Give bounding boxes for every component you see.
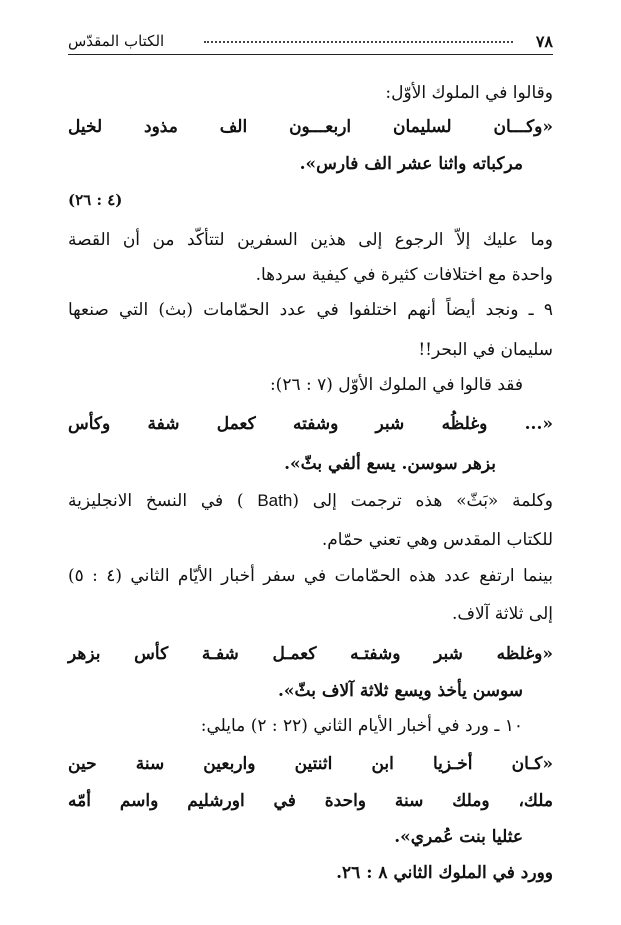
header-dot-leader: [204, 41, 513, 43]
verse-reference: (٤ : ٢٦): [68, 191, 123, 209]
quote-line: «وكـــان لسليمان اربعـــون الف مذود لخيل: [68, 117, 553, 137]
running-header: [68, 28, 553, 55]
quote-line: ملك، وملك سنة واحدة في اورشليم واسم أمّه: [68, 791, 553, 811]
page-number: ٧٨: [535, 32, 553, 51]
quote-line: «كـان أخـزيا ابن اثنتين واربعين سنة حين: [68, 754, 553, 774]
quote-line: سوسن يأخذ ويسع ثلاثة آلاف بثّ».: [277, 681, 523, 701]
text-segment: ) في النسخ الانجليزية: [68, 491, 258, 511]
text-line: [68, 488, 553, 514]
text-line: وورد في الملوك الثاني ٨ : ٢٦.: [336, 863, 553, 883]
text-line: إلى ثلاثة آلاف.: [451, 604, 553, 624]
text-line: سليمان في البحر!!: [418, 340, 553, 360]
quote-line: مركباته واثنا عشر الف فارس».: [299, 154, 523, 174]
text-line: ٩ ـ ونجد أيضاً أنهم اختلفوا في عدد الحمّامات (بث) التي صنعها: [68, 300, 553, 320]
quote-line: «... وغلظُه شبر وشفته كعمل شفة وكأس: [68, 414, 553, 434]
english-term: Bath: [257, 491, 293, 510]
text-line: وما عليك إلاّ الرجوع إلى هذين السفرين لتتأكّد من أن القصة: [68, 230, 553, 250]
text-line: ١٠ ـ ورد في أخبار الأيام الثاني (٢٢ : ٢) مايلي:: [200, 716, 523, 736]
text-line: واحدة مع اختلافات كثيرة في كيفية سردها.: [255, 265, 553, 285]
text-line: وقالوا في الملوك الأوّل:: [385, 83, 553, 103]
text-segment: وكلمة «بَثّ» هذه ترجمت إلى (: [292, 491, 553, 511]
text-line: فقد قالوا في الملوك الأوّل (٧ : ٢٦):: [269, 375, 523, 395]
text-line: بينما ارتفع عدد هذه الحمّامات في سفر أخبار الأيّام الثاني (٤ : ٥): [68, 566, 554, 586]
text-line: للكتاب المقدس وهي تعني حمّام.: [321, 530, 553, 550]
quote-line: «وغلظه شبر وشفتـه كعمـل شفـة كأس بزهر: [68, 644, 553, 664]
book-title: الكتاب المقدّس: [68, 32, 165, 50]
quote-line: عثليا بنت عُمري».: [394, 827, 523, 847]
quote-line: بزهر سوسن. يسع ألفي بثّ».: [284, 454, 496, 474]
